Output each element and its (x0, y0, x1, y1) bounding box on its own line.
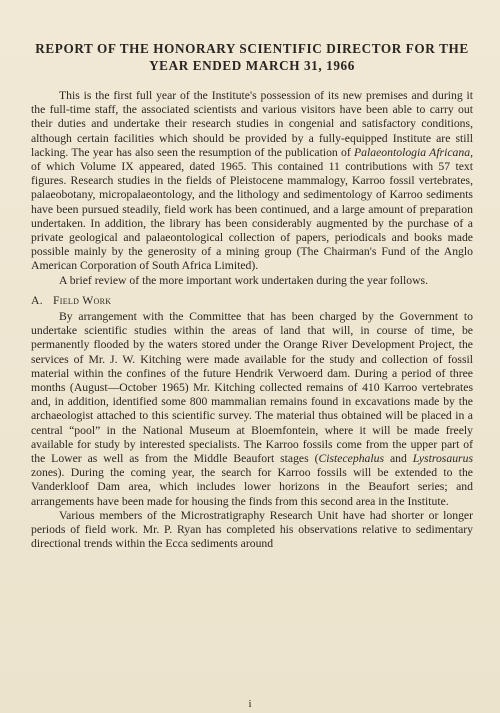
field-work-text-1: By arrangement with the Committee that has been charged by the Government to undertake scientific studies within the areas of land that will, in course of time, be permanently flooded by the waters stored under the Orange River Development Project, the services of Mr. J. W. Kitching were made available for the study and collection of fossil material within the confines of the future Hendrik Verwoerd dam. During a period of three months (August—October 1965) Mr. Kitching collected remains of 410 Karroo vertebrates and, in addition, identified some 800 mammalian remains found in excavations made by the archaeologist attached to this scientific survey. The material thus obtained will be placed in a central “pool” in the National Museum at Bloemfontein, where it will be made freely available for study by interested specialists. The Karroo fossils come from the upper part of the Lower as well as from the Middle Beaufort stages ( (31, 310, 473, 466)
field-work-text-2: and (384, 452, 413, 466)
zone-name-lystrosaurus: Lystrosaurus (412, 452, 473, 466)
paragraph-microstratigraphy: Various members of the Microstratigraphy Research Unit have had shorter or longer periods of field work. Mr. P. Ryan has completed his observations relative to sedimentary directional trends within the Ecca sediments around (31, 508, 473, 551)
intro-text-2: , of which Volume IX appeared, dated 1965. This contained 11 contributions with 57 text figures. Research studies in the fields of Pleistocene mammalogy, Karroo fossil vertebrates, palaeobotany, micropalaeontology, and the lithology and sedimentology of Karroo sediments have been pursued steadily, field work has been continued, and a large amount of preparation undertaken. In addition, the library has been considerably augmented by the purchase of a private geological and palaeontological collection of papers, periodicals and books made possible mainly by the generosity of a mining group (The Chairman's Fund of the Anglo American Corporation of South Africa Limited). (31, 145, 473, 273)
zone-name-cistecephalus: Cistecephalus (318, 452, 385, 466)
paragraph-introduction (31, 89, 473, 274)
page-number: i (248, 698, 252, 710)
intro-text-1: This is the first full year of the Institute's possession of its new premises and during it the full-time staff, the associated scientists and various visitors have been able to carry out their duties and undertake their research studies in congenial and satisfactory conditions, although certain facilities which should be provided by a fully-equipped Institute are still lacking. The year has also seen the resumption of the publication of (31, 89, 473, 159)
field-work-text-3: zones). During the coming year, the search for Karroo fossils will be extended to the Vanderkloof Dam area, which includes lower horizons in the Beaufort series; and arrangements have been made for housing the finds from this second area in the Institute. (31, 466, 473, 508)
title-line-1: REPORT OF THE HONORARY SCIENTIFIC DIRECTOR FOR THE (35, 41, 469, 56)
section-letter: A. (31, 293, 43, 307)
section-heading-field-work (31, 294, 473, 308)
title-line-2: YEAR ENDED MARCH 31, 1966 (149, 58, 355, 73)
report-title (31, 40, 473, 74)
paragraph-field-work (31, 310, 473, 509)
section-title: Field Work (52, 293, 112, 307)
journal-title: Palaeontologia Africana (354, 145, 471, 159)
paragraph-review: A brief review of the more important work undertaken during the year follows. (59, 273, 429, 287)
